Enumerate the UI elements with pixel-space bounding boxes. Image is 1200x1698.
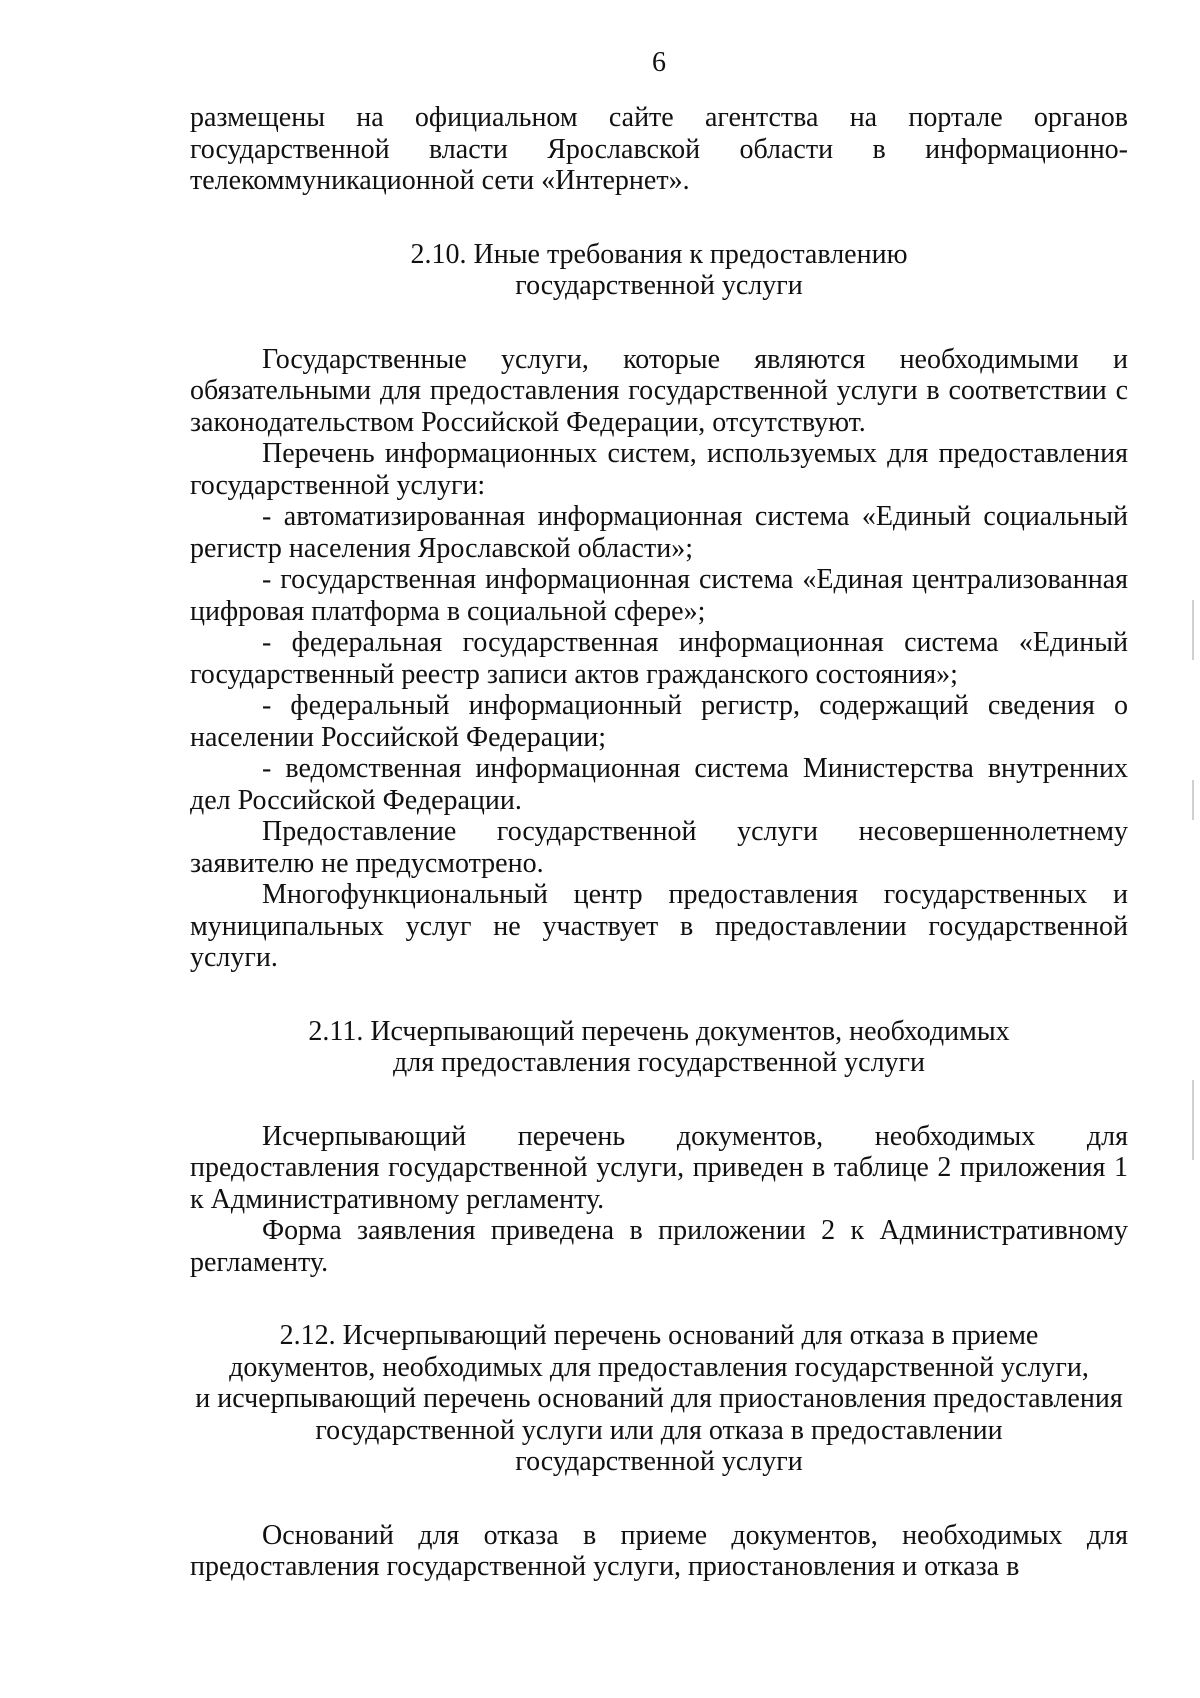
section-heading [190,239,1128,302]
body-paragraph: - ведомственная информационная система Министерства внутренних дел Российской Федерации. [190,753,1128,816]
body-paragraph: - государственная информационная система «Единая централизованная цифровая платформа в социальной сфере»; [190,564,1128,627]
body-paragraph: Оснований для отказа в приеме документов, необходимых для предоставления государственной услуги, приостановления и отказа в [190,1519,1128,1582]
heading-line: государственной услуги [515,270,803,301]
scan-artifact [1192,600,1194,660]
document-body [190,102,1128,1583]
heading-line: документов, необходимых для предоставления государственной услуги, [229,1351,1089,1383]
heading-line: государственной услуги [515,1446,803,1477]
section-heading [190,1320,1128,1478]
body-paragraph: Многофункциональный центр предоставления государственных и муниципальных услуг не участвует в предоставлении государственной услуги. [190,879,1128,973]
body-paragraph: Государственные услуги, которые являются необходимыми и обязательными для предоставления государственной услуги в соответствии с законодательством Российской Федерации, отсутствуют. [190,343,1128,438]
body-paragraph: - автоматизированная информационная система «Единый социальный регистр населения Ярославской области»; [190,501,1128,564]
body-paragraph: Форма заявления приведена в приложении 2 к Административному регламенту. [190,1215,1128,1278]
body-paragraph: - федеральный информационный регистр, содержащий сведения о населении Российской Федерации; [190,690,1128,753]
heading-line: 2.10. Иные требования к предоставлению [410,238,908,270]
heading-line: и исчерпывающий перечень оснований для приостановления предоставления [195,1383,1123,1414]
heading-line: 2.12. Исчерпывающий перечень оснований для отказа в приеме [279,1320,1039,1351]
heading-line: 2.11. Исчерпывающий перечень документов, необходимых [308,1015,1010,1047]
body-paragraph: - федеральная государственная информационная система «Единый государственный реестр записи актов гражданского состояния»; [190,627,1128,690]
scan-artifact [1192,1080,1194,1160]
heading-line: для предоставления государственной услуги [392,1047,926,1078]
body-paragraph: Предоставление государственной услуги несовершеннолетнему заявителю не предусмотрено. [190,816,1128,879]
body-paragraph: Перечень информационных систем, используемых для предоставления государственной услуги: [190,438,1128,501]
body-paragraph: размещены на официальном сайте агентства на портале органов государственной власти Ярославской области в информационно-телекоммуникационной сети «Интернет». [190,102,1128,196]
section-heading [190,1016,1128,1079]
page-number: 6 [652,47,666,78]
scan-artifact [1192,780,1194,820]
heading-line: государственной услуги или для отказа в предоставлении [315,1414,1003,1446]
body-paragraph: Исчерпывающий перечень документов, необходимых для предоставления государственной услуги, приведен в таблице 2 приложения 1 к Административному регламенту. [190,1120,1128,1215]
